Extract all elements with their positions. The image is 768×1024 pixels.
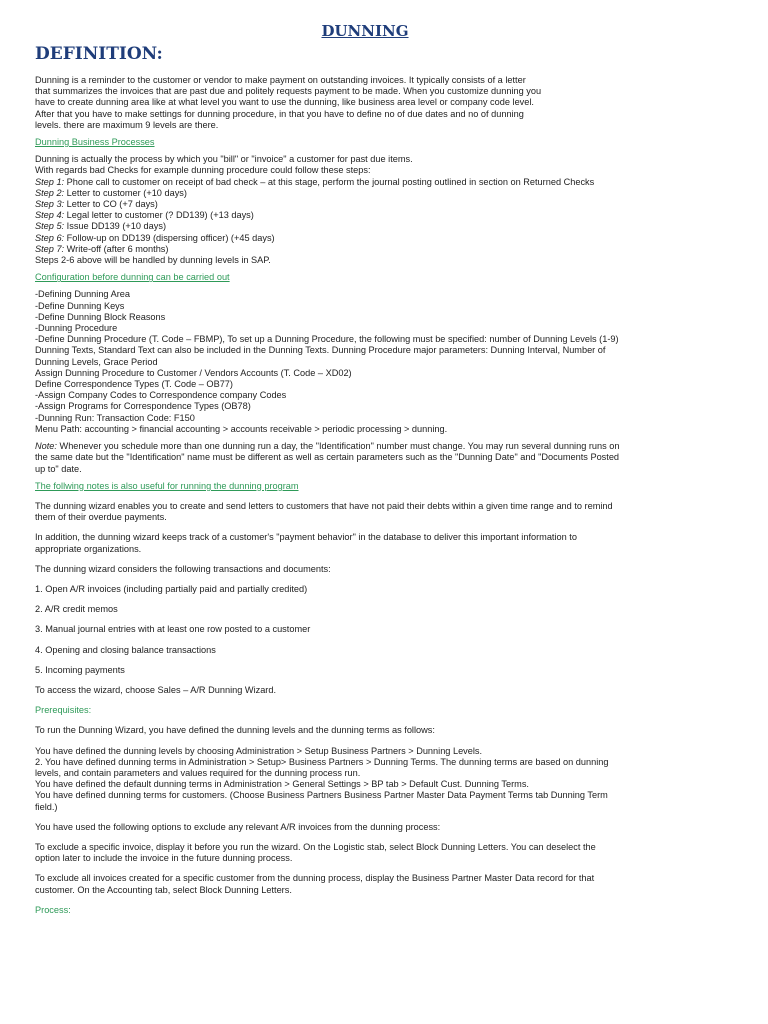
- definition-line: Dunning is a reminder to the customer or vendor to make payment on outstanding invoices. It typically consists of a letter: [35, 75, 526, 85]
- transaction-item: 5. Incoming payments: [35, 664, 125, 675]
- note-line: up to" date.: [35, 463, 82, 474]
- step-line: [35, 177, 703, 188]
- processes-intro-line: With regards bad Checks for example dunning procedure could follow these steps:: [35, 165, 371, 176]
- note-line: the same date but the "Identification" name must be different as well as certain parameters such as the "Dunning Date" and "Documents Posted: [35, 452, 620, 463]
- prereq-intro: To run the Dunning Wizard, you have defined the dunning levels and the dunning terms as follows:: [35, 725, 435, 736]
- step-label: Step 7:: [35, 243, 65, 254]
- transaction-item: 4. Opening and closing balance transactions: [35, 644, 216, 655]
- exclude-line: To exclude a specific invoice, display it before you run the wizard. On the Logistic stab, select Block Dunning Letters. You can deselect the: [35, 841, 596, 852]
- note-text: Whenever you schedule more than one dunning run a day, the "Identification" number must change. You may run several dunning runs on: [56, 441, 620, 452]
- step-label: Step 6:: [35, 232, 65, 243]
- document-body: [35, 75, 703, 916]
- definition-line: levels. there are maximum 9 levels are there.: [35, 119, 219, 130]
- prereq-line: You have defined the default dunning terms in Administration > General Settings > BP tab > Default Cust. Dunning Terms.: [35, 779, 529, 790]
- step-text: Issue DD139 (+10 days): [64, 221, 167, 232]
- wizard-paragraph-line: The dunning wizard enables you to create and send letters to customers that have not paid their debts within a given time range and to remind: [35, 500, 613, 511]
- step-label: Step 5:: [35, 221, 65, 232]
- config-line: Dunning Levels, Grace Period: [35, 356, 158, 367]
- page-title: DUNNING: [321, 22, 409, 40]
- exclude-line: option later to include the invoice in the future dunning process.: [35, 853, 293, 864]
- step-text: Letter to customer (+10 days): [64, 187, 187, 198]
- step-line: [35, 244, 703, 255]
- processes-intro-line: Dunning is actually the process by which you "bill" or "invoice" a customer for past due items.: [35, 154, 413, 165]
- prereq-line: field.): [35, 801, 58, 812]
- processes-heading: Dunning Business Processes: [35, 137, 155, 148]
- steps-note: Steps 2-6 above will be handled by dunning levels in SAP.: [35, 255, 271, 266]
- definition-line: that summarizes the invoices that are past due and politely requests payment to be made. When you customize dunning you: [35, 86, 542, 97]
- config-line: -Defining Dunning Area: [35, 289, 130, 300]
- transaction-item: 3. Manual journal entries with at least one row posted to a customer: [35, 624, 311, 635]
- step-line: [35, 233, 703, 244]
- step-label: Step 1:: [35, 176, 65, 187]
- config-line: -Assign Company Codes to Correspondence company Codes: [35, 390, 287, 401]
- config-line: -Define Dunning Block Reasons: [35, 311, 166, 322]
- prereq-line: 2. You have defined dunning terms in Administration > Setup> Business Partners > Dunning Terms. The dunning terms are based on dunning: [35, 756, 609, 767]
- access-line: To access the wizard, choose Sales – A/R Dunning Wizard.: [35, 684, 277, 695]
- step-label: Step 3:: [35, 199, 65, 210]
- definition-heading: DEFINITION:: [35, 44, 163, 64]
- wizard-paragraph-line: In addition, the dunning wizard keeps track of a customer's "payment behavior" in the database to deliver this important information to: [35, 532, 577, 543]
- config-line: Define Correspondence Types (T. Code – OB77): [35, 379, 233, 390]
- step-label: Step 4:: [35, 210, 65, 221]
- definition-line: After that you have to make settings for dunning procedure, in that you have to define no of due dates and no of dunning: [35, 108, 524, 119]
- prereq-line: You have defined the dunning levels by choosing Administration > Setup Business Partners > Dunning Levels.: [35, 745, 483, 756]
- config-line: -Assign Programs for Correspondence Types (OB78): [35, 401, 251, 412]
- process-heading: Process:: [35, 904, 71, 915]
- wizard-paragraph-line: them of their overdue payments.: [35, 512, 167, 523]
- prereq-heading: Prerequisites:: [35, 705, 92, 716]
- config-line: -Dunning Procedure: [35, 323, 118, 334]
- step-line: [35, 188, 703, 199]
- notes-heading: The follwing notes is also useful for running the dunning program: [35, 480, 299, 491]
- note-line: [35, 441, 703, 452]
- step-label: Step 2:: [35, 187, 65, 198]
- step-line: [35, 199, 703, 210]
- config-line: Dunning Texts, Standard Text can also be included in the Dunning Texts. Dunning Procedure major parameters: Dunning Interval, Number of: [35, 345, 606, 356]
- definition-line: have to create dunning area like at what level you want to use the dunning, like business area level or company code level.: [35, 97, 534, 108]
- step-text: Write-off (after 6 months): [64, 243, 169, 254]
- exclude-line: To exclude all invoices created for a specific customer from the dunning process, display the Business Partner Master Data record for that: [35, 873, 595, 884]
- prereq-line: levels, and contain parameters and values required for the dunning process run.: [35, 767, 361, 778]
- wizard-paragraph-line: appropriate organizations.: [35, 543, 142, 554]
- wizard-paragraph-line: The dunning wizard considers the following transactions and documents:: [35, 563, 331, 574]
- prereq-line: You have defined dunning terms for customers. (Choose Business Partners Business Partner Master Data Payment Terms tab Dunning Term: [35, 790, 608, 801]
- config-line: -Dunning Run: Transaction Code: F150: [35, 412, 195, 423]
- config-line: -Define Dunning Keys: [35, 300, 125, 311]
- transaction-item: 2. A/R credit memos: [35, 604, 118, 615]
- exclude-intro: You have used the following options to exclude any relevant A/R invoices from the dunning process:: [35, 821, 441, 832]
- config-line: -Define Dunning Procedure (T. Code – FBMP), To set up a Dunning Procedure, the following must be specified: number of Dunning Levels (1-9): [35, 334, 619, 345]
- config-line: Assign Dunning Procedure to Customer / Vendors Accounts (T. Code – XD02): [35, 367, 352, 378]
- note-label: Note:: [35, 441, 57, 452]
- step-line: [35, 210, 703, 221]
- config-heading: Configuration before dunning can be carried out: [35, 272, 230, 283]
- step-text: Phone call to customer on receipt of bad check – at this stage, perform the journal posting outlined in section on Returned Checks: [64, 176, 595, 187]
- transaction-item: 1. Open A/R invoices (including partially paid and partially credited): [35, 583, 308, 594]
- step-line: [35, 221, 703, 232]
- step-text: Letter to CO (+7 days): [64, 199, 158, 210]
- step-text: Legal letter to customer (? DD139) (+13 days): [64, 210, 254, 221]
- exclude-line: customer. On the Accounting tab, select Block Dunning Letters.: [35, 884, 292, 895]
- step-text: Follow-up on DD139 (dispersing officer) (+45 days): [64, 232, 275, 243]
- config-line: Menu Path: accounting > financial accounting > accounts receivable > periodic processing > dunning.: [35, 423, 448, 434]
